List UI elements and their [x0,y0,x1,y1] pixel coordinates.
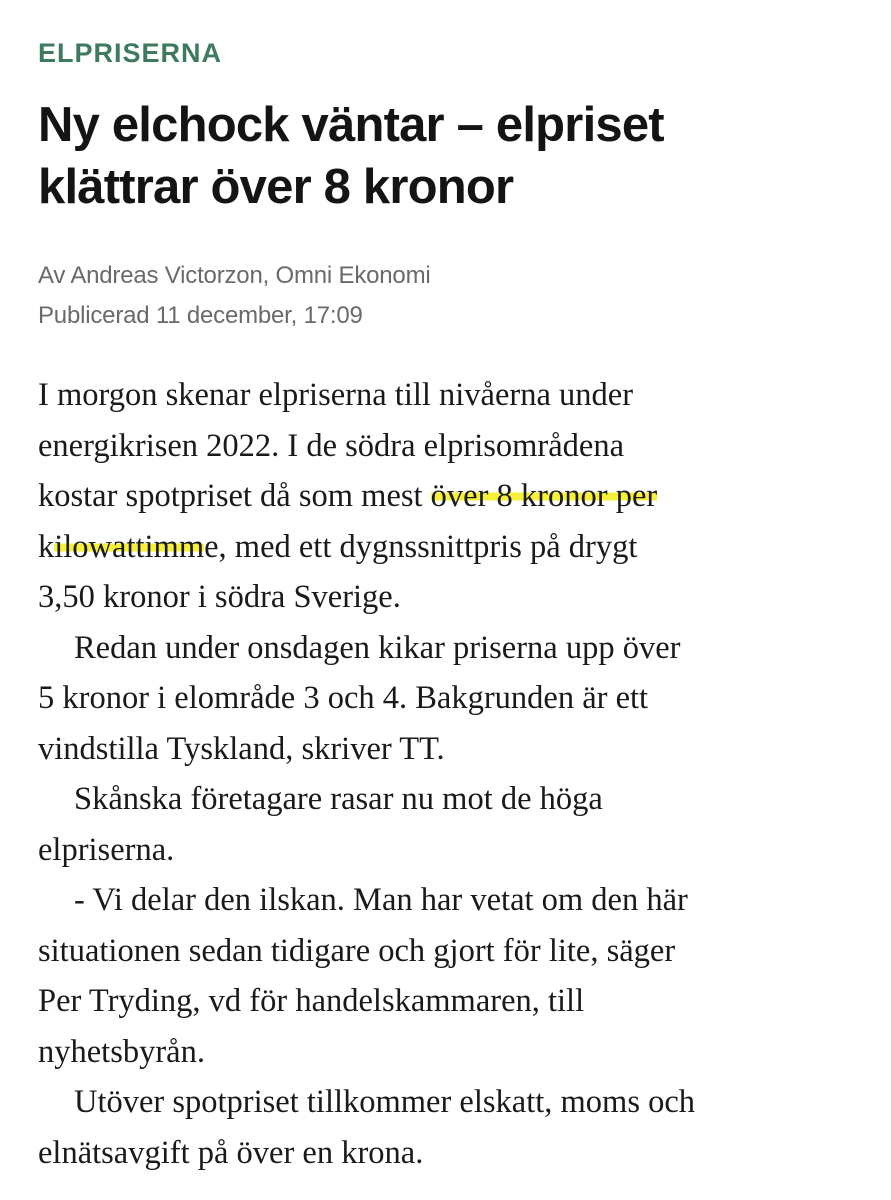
headline-line: Ny elchock väntar – elpriset [38,98,664,152]
headline [38,94,868,218]
body-line: I morgon skenar elpriserna till nivåerna under [38,377,634,413]
article-body [38,370,868,1178]
body-line: Redan under onsdagen kikar priserna upp över [74,629,681,666]
body-line: elpriserna. [38,831,175,868]
body-line [38,522,868,573]
body-line: - Vi delar den ilskan. Man har vetat om den här [74,882,688,918]
body-text-segment: kostar spotpriset då som mest [38,478,431,514]
body-line: Per Tryding, vd för handelskammaren, till [38,983,585,1019]
body-line [38,471,868,522]
byline-published: Publicerad 11 december, 17:09 [38,302,363,329]
byline [38,256,431,336]
body-line: nyhetsbyrån. [38,1033,205,1070]
highlighted-text: ilowattimm [54,528,205,565]
body-line: 3,50 kronor i södra Sverige. [38,579,401,615]
body-line: vindstilla Tyskland, skriver TT. [38,730,445,767]
body-line: situationen sedan tidigare och gjort för lite, säger [38,932,676,969]
body-line: 5 kronor i elområde 3 och 4. Bakgrunden är ett [38,680,649,716]
body-text-segment: k [38,528,55,565]
highlighted-text: över 8 kronor per [430,478,658,514]
body-line: Skånska företagare rasar nu mot de höga [74,781,603,817]
body-line: energikrisen 2022. I de södra elprisområdena [38,427,625,464]
section-label[interactable]: ELPRISERNA [38,38,223,68]
byline-author: Av Andreas Victorzon, Omni Ekonomi [38,262,431,289]
body-line: Utöver spotpriset tillkommer elskatt, moms och [74,1084,696,1120]
body-line: elnätsavgift på över en krona. [38,1134,424,1171]
body-text-segment: e, med ett dygnssnittpris på drygt [204,528,638,565]
headline-line: klättrar över 8 kronor [38,160,514,214]
